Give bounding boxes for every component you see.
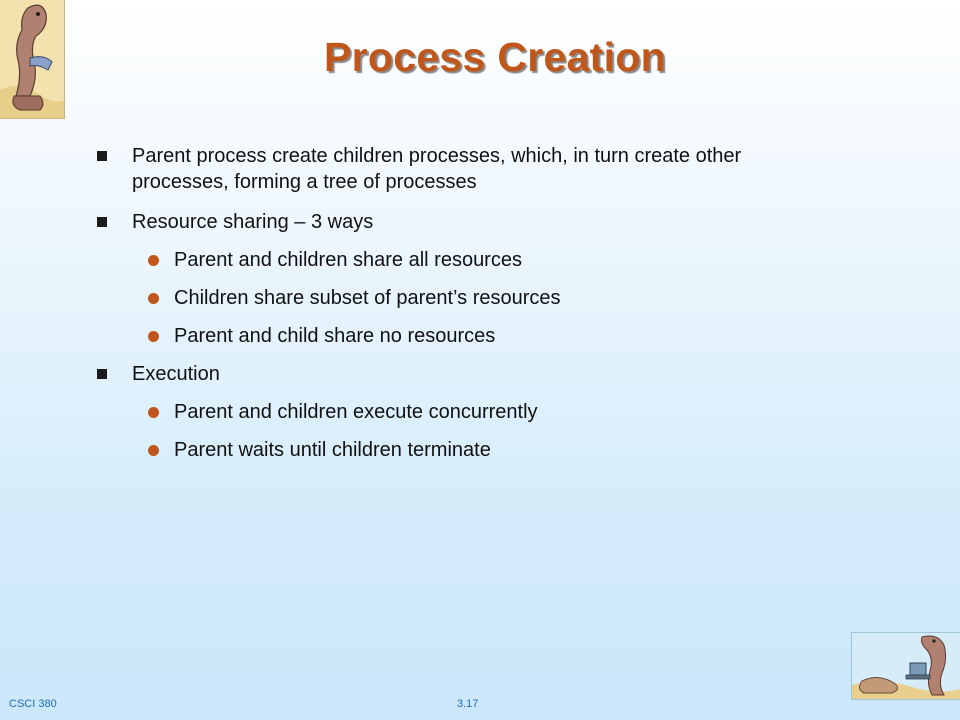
page-number: 3.17 (457, 698, 479, 710)
list-item-text: Children share subset of parent’s resources (174, 287, 561, 309)
round-bullet-icon (148, 445, 159, 456)
slide-title: Process Creation (323, 34, 667, 80)
list-item-text: Parent and children execute concurrently (174, 401, 538, 423)
square-bullet-icon (97, 217, 107, 227)
list-item (96, 209, 816, 235)
round-bullet-icon (148, 331, 159, 342)
round-bullet-icon (148, 407, 159, 418)
square-bullet-icon (97, 151, 107, 161)
round-bullet-icon (148, 293, 159, 304)
round-bullet-icon (148, 255, 159, 266)
list-item (96, 143, 816, 195)
list-item (96, 437, 816, 463)
list-item-text: Parent and children share all resources (174, 249, 522, 271)
list-item-text: Execution (132, 363, 220, 385)
list-item-text: Parent process create children processes, which, in turn create other processes, forming a tree of processes (132, 145, 742, 193)
square-bullet-icon (97, 369, 107, 379)
list-item (96, 285, 816, 311)
list-item (96, 323, 816, 349)
list-item-text: Resource sharing – 3 ways (132, 211, 374, 233)
list-item (96, 247, 816, 273)
dinosaur-laptop-icon (851, 632, 960, 700)
list-item (96, 399, 816, 425)
list-item-text: Parent waits until children terminate (174, 439, 491, 461)
list-item-text: Parent and child share no resources (174, 325, 496, 347)
course-label: CSCI 380 (9, 698, 57, 710)
list-item (96, 361, 816, 387)
bullet-list (96, 143, 816, 463)
